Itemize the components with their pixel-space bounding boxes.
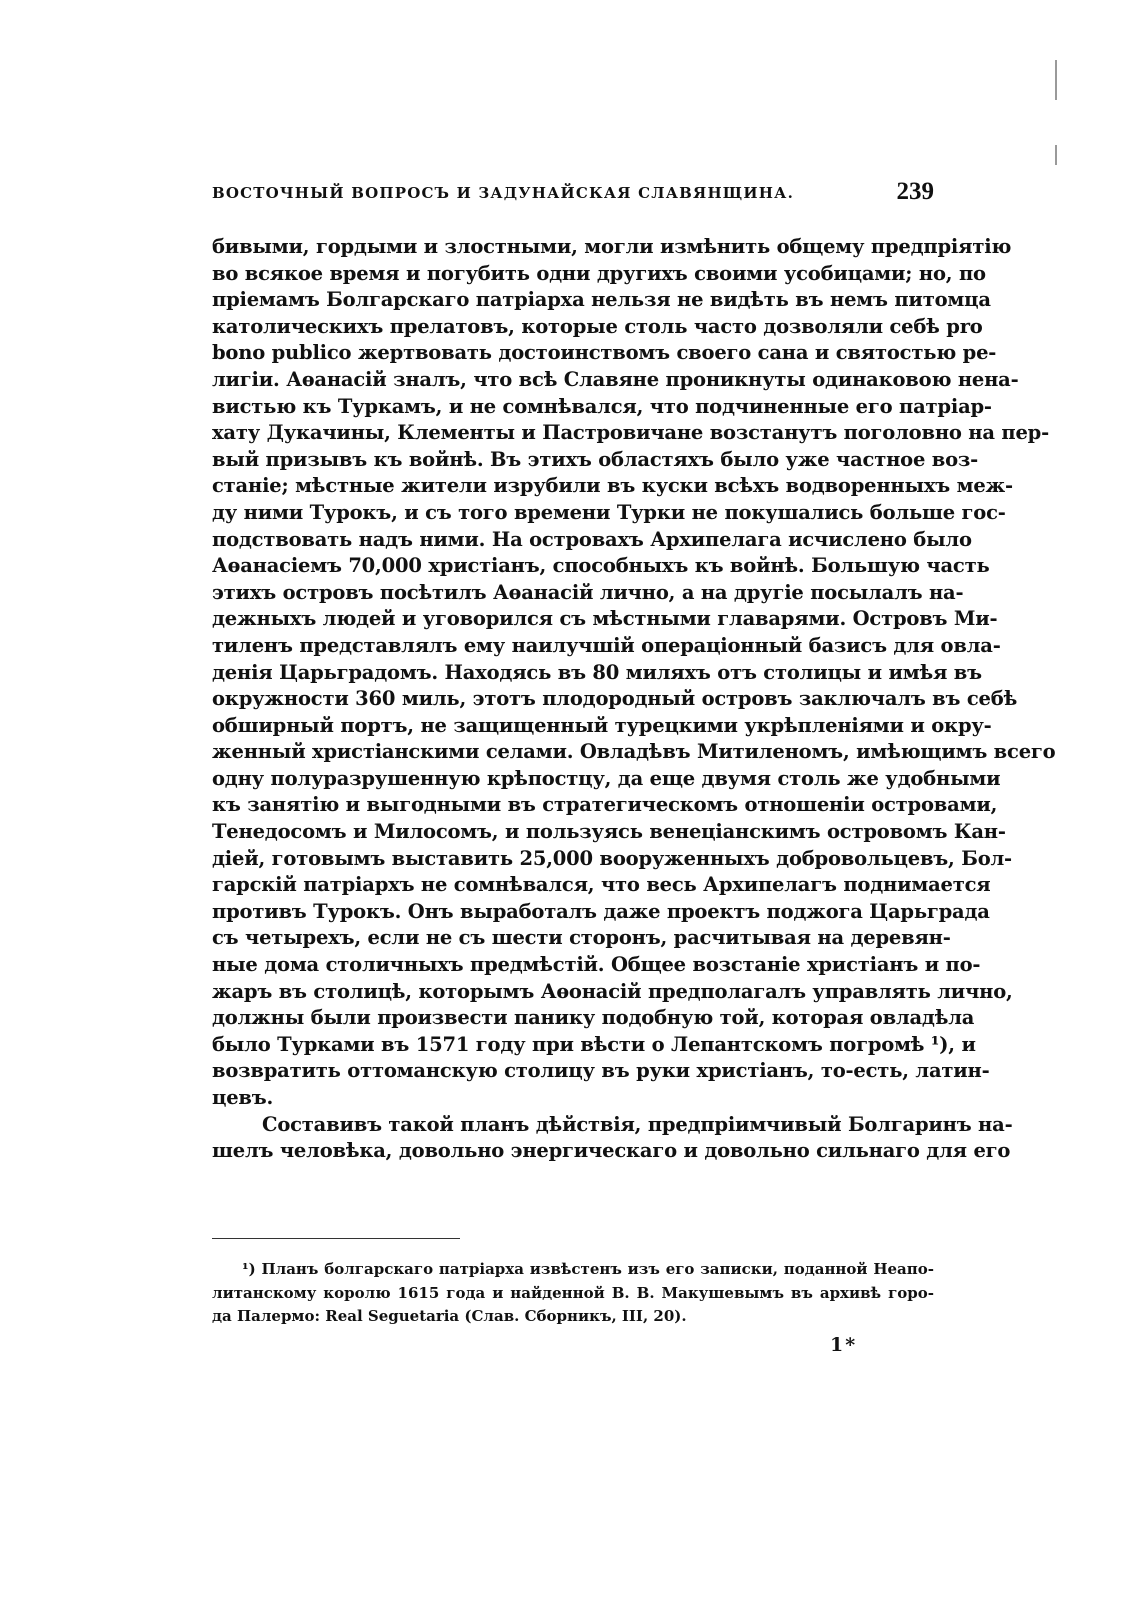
main-text [212, 234, 1056, 1165]
text-line: дежныхъ людей и уговорился съ мѣстными главарями. Островъ Ми- [212, 607, 998, 631]
text-line: ду ними Турокъ, и съ того времени Турки не покушались больше гос- [212, 500, 1006, 524]
text-line: съ четырехъ, если не съ шести сторонъ, расчитывая на деревян- [212, 926, 951, 950]
scan-edge-mark [1055, 145, 1057, 165]
text-line: католическихъ прелатовъ, которые столь часто дозволяли себѣ pro [212, 314, 983, 338]
text-line: тиленъ представлялъ ему наилучшій операціонный базисъ для овла- [212, 633, 1001, 657]
text-line: этихъ островъ посѣтилъ Аѳанасій лично, а на другіе посылалъ на- [212, 580, 964, 604]
text-line: шелъ человѣка, довольно энергическаго и довольно сильнаго для его [212, 1139, 1011, 1163]
text-line: вый призывъ къ войнѣ. Въ этихъ областяхъ было уже частное воз- [212, 447, 979, 471]
text-line: Тенедосомъ и Милосомъ, и пользуясь венеціанскимъ островомъ Кан- [212, 820, 1006, 844]
signature-mark: 1* [830, 1334, 858, 1356]
text-line: ные дома столичныхъ предмѣстій. Общее возстаніе христіанъ и по- [212, 953, 981, 977]
footnote-line: да Палермо: Real Seguetaria (Слав. Сборникъ, III, 20). [212, 1307, 687, 1325]
footnote [212, 1258, 934, 1329]
text-line: цевъ. [212, 1086, 274, 1109]
footnote-line: литанскому королю 1615 года и найденной В. В. Макушевымъ въ архивѣ горо- [212, 1283, 934, 1302]
text-line: женный христіанскими селами. Овладѣвъ Митиленомъ, имѣющимъ всего [212, 740, 1056, 764]
page-number: 239 [896, 178, 934, 205]
text-line: станіе; мѣстные жители изрубили въ куски всѣхъ водворенныхъ меж- [212, 474, 1013, 498]
footnote-line: ¹) Планъ болгарскаго патріарха извѣстенъ изъ его записки, поданной Неапо- [242, 1260, 934, 1278]
footnote-divider [212, 1238, 460, 1239]
text-line: бивыми, гордыми и злостными, могли измѣнить общему предпріятію [212, 235, 1012, 258]
text-line: обширный портъ, не защищенный турецкими укрѣпленіями и окру- [212, 713, 992, 737]
running-title: ВОСТОЧНЫЙ ВОПРОСЪ И ЗАДУНАЙСКАЯ СЛАВЯНЩИНА. [212, 184, 794, 202]
page-header [212, 178, 952, 214]
text-line: діей, готовымъ выставить 25,000 вооруженныхъ добровольцевъ, Бол- [212, 846, 1012, 870]
text-line: пріемамъ Болгарскаго патріарха нельзя не видѣть въ немъ питомца [212, 288, 991, 312]
text-line: лигіи. Аѳанасій зналъ, что всѣ Славяне проникнуты одинаковою нена- [212, 367, 1019, 391]
text-line: гарскій патріархъ не сомнѣвался, что весь Архипелагъ поднимается [212, 873, 991, 897]
text-line: денія Царьградомъ. Находясь въ 80 миляхъ отъ столицы и имѣя въ [212, 660, 982, 684]
text-line: вистью къ Туркамъ, и не сомнѣвался, что подчиненные его патріар- [212, 394, 992, 418]
text-line: жаръ въ столицѣ, которымъ Аѳонасій предполагалъ управлять лично, [212, 979, 1013, 1003]
text-line: къ занятію и выгодными въ стратегическомъ отношеніи островами, [212, 793, 998, 817]
text-line: bono publico жертвовать достоинствомъ своего сана и святостью ре- [212, 341, 997, 365]
scan-edge-mark [1055, 60, 1057, 100]
text-line: возвратить оттоманскую столицу въ руки христіанъ, то-есть, латин- [212, 1059, 990, 1083]
text-line: одну полуразрушенную крѣпостцу, да еще двумя столь же удобными [212, 766, 1001, 790]
text-line: должны были произвести панику подобную той, которая овладѣла [212, 1006, 975, 1030]
text-line: Составивъ такой планъ дѣйствія, предпріимчивый Болгаринъ на- [262, 1112, 1013, 1136]
text-line: противъ Турокъ. Онъ выработалъ даже проектъ поджога Царьграда [212, 899, 990, 923]
text-line: подствовать надъ ними. На островахъ Архипелага исчислено было [212, 527, 972, 551]
text-line: было Турками въ 1571 году при вѣсти о Лепантскомъ погромѣ ¹), и [212, 1032, 976, 1056]
text-line: хату Дукачины, Клементы и Пастровичане возстанутъ поголовно на пер- [212, 421, 1049, 445]
text-line: во всякое время и погубить одни другихъ своими усобицами; но, по [212, 261, 986, 285]
text-line: Аѳанасіемъ 70,000 христіанъ, способныхъ къ войнѣ. Большую часть [212, 554, 990, 578]
text-line: окружности 360 миль, этотъ плодородный островъ заключалъ въ себѣ [212, 687, 1018, 711]
